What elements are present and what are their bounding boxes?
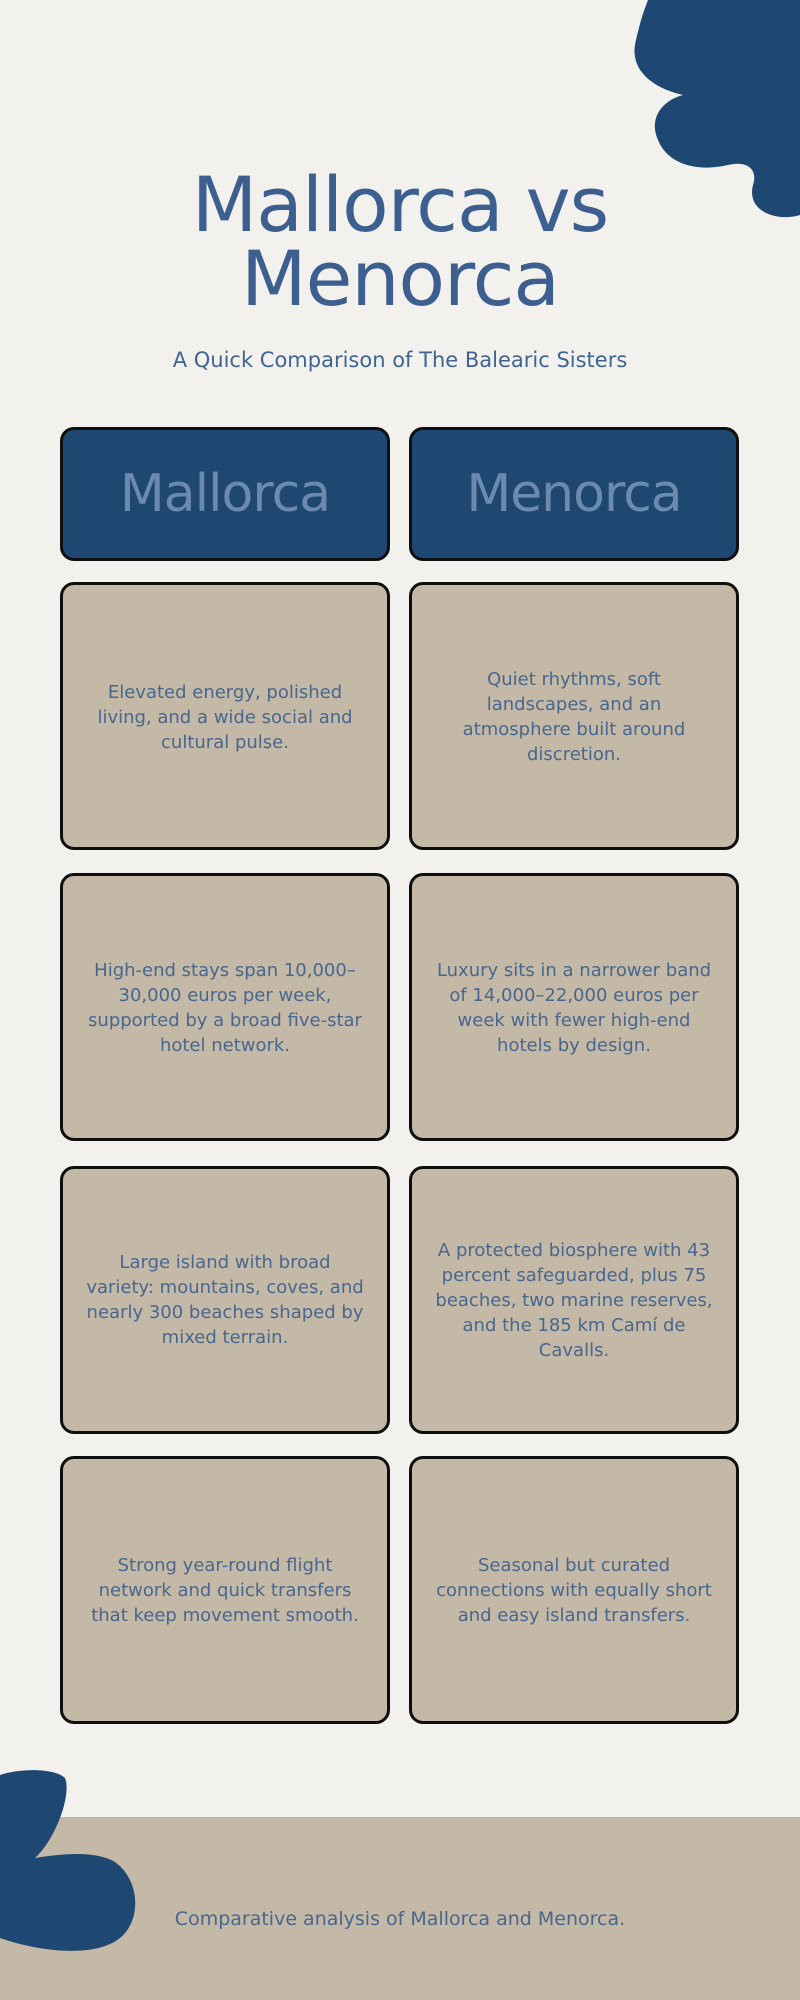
mallorca-card-text: High-end stays span 10,000–30,000 euros per week, supported by a broad five-star hotel network. xyxy=(88,960,362,1056)
mallorca-card-transport xyxy=(60,1456,390,1724)
menorca-card-transport xyxy=(409,1456,739,1724)
menorca-card-text: Seasonal but curated connections with equally short and easy island transfers. xyxy=(436,1554,712,1626)
menorca-heading: Menorca xyxy=(466,464,682,524)
menorca-card-pricing xyxy=(409,873,739,1141)
mallorca-card-pricing xyxy=(60,873,390,1141)
menorca-card-atmosphere xyxy=(409,582,739,850)
mallorca-heading-card xyxy=(60,427,390,561)
page-subtitle: A Quick Comparison of The Balearic Sisters xyxy=(172,348,628,372)
footer-caption: Comparative analysis of Mallorca and Menorca. xyxy=(174,1908,626,1930)
leaf-blob-decoration xyxy=(0,1770,140,1960)
menorca-heading-card xyxy=(409,427,739,561)
mallorca-card-text: Elevated energy, polished living, and a wide social and cultural pulse. xyxy=(97,681,353,753)
menorca-card-landscape xyxy=(409,1166,739,1434)
title-line-1: Mallorca vs xyxy=(191,160,609,249)
menorca-card-text: A protected biosphere with 43 percent safeguarded, plus 75 beaches, two marine reserves, and the 185 km Camí de Cavalls. xyxy=(435,1239,713,1361)
mallorca-card-text: Strong year-round flight network and quick transfers that keep movement smooth. xyxy=(91,1554,359,1626)
mallorca-heading: Mallorca xyxy=(119,464,331,524)
page-title xyxy=(0,160,800,323)
title-line-2: Menorca xyxy=(241,234,559,323)
menorca-card-text: Quiet rhythms, soft landscapes, and an atmosphere built around discretion. xyxy=(462,669,686,765)
mallorca-card-atmosphere xyxy=(60,582,390,850)
menorca-card-text: Luxury sits in a narrower band of 14,000–22,000 euros per week with fewer high-end hotels by design. xyxy=(436,960,712,1056)
mallorca-card-landscape xyxy=(60,1166,390,1434)
mallorca-card-text: Large island with broad variety: mountains, coves, and nearly 300 beaches shaped by mixed terrain. xyxy=(86,1252,364,1348)
